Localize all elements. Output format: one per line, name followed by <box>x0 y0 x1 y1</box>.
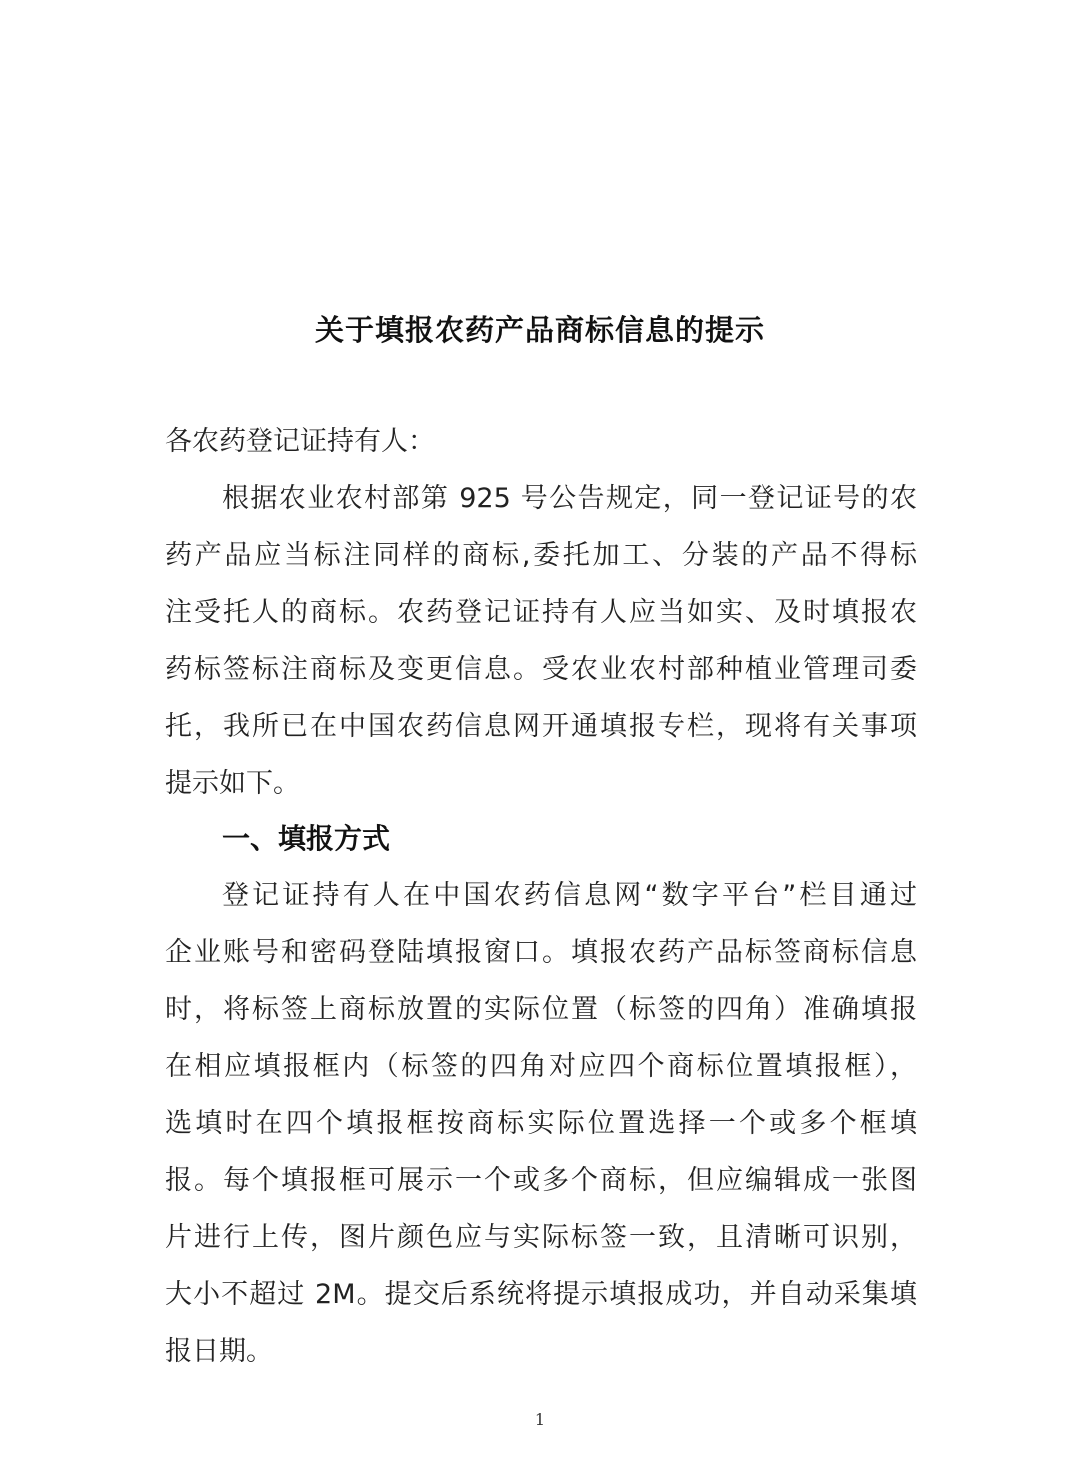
section-heading: 一、填报方式 <box>222 822 391 855</box>
document-title: 关于填报农药产品商标信息的提示 <box>314 313 765 347</box>
page-number: 1 <box>534 1410 546 1429</box>
paragraph-line: 报日期。 <box>165 1336 273 1367</box>
salutation: 各农药登记证持有人： <box>165 426 435 457</box>
paragraph-line: 企业账号和密码登陆填报窗口。填报农药产品标签商标信息 <box>165 937 917 968</box>
paragraph-line: 注受托人的商标。农药登记证持有人应当如实、及时填报农 <box>165 597 917 628</box>
paragraph-line: 选填时在四个填报框按商标实际位置选择一个或多个框填 <box>165 1108 917 1139</box>
paragraph-line: 时，将标签上商标放置的实际位置（标签的四角）准确填报 <box>165 994 917 1025</box>
paragraph-line: 大小不超过 2M。提交后系统将提示填报成功，并自动采集填 <box>165 1279 917 1310</box>
paragraph-line: 登记证持有人在中国农药信息网“数字平台”栏目通过 <box>222 880 917 911</box>
paragraph-line: 提示如下。 <box>165 768 300 799</box>
paragraph-line: 在相应填报框内（标签的四角对应四个商标位置填报框）， <box>165 1051 917 1082</box>
paragraph-line: 片进行上传，图片颜色应与实际标签一致，且清晰可识别， <box>165 1222 917 1253</box>
paragraph-line: 报。每个填报框可展示一个或多个商标，但应编辑成一张图 <box>165 1165 917 1196</box>
paragraph-line: 托，我所已在中国农药信息网开通填报专栏，现将有关事项 <box>165 711 917 742</box>
paragraph-line: 根据农业农村部第 925 号公告规定，同一登记证号的农 <box>222 483 917 514</box>
paragraph-line: 药标签标注商标及变更信息。受农业农村部种植业管理司委 <box>165 654 917 685</box>
paragraph-line: 药产品应当标注同样的商标,委托加工、分装的产品不得标 <box>165 540 917 571</box>
